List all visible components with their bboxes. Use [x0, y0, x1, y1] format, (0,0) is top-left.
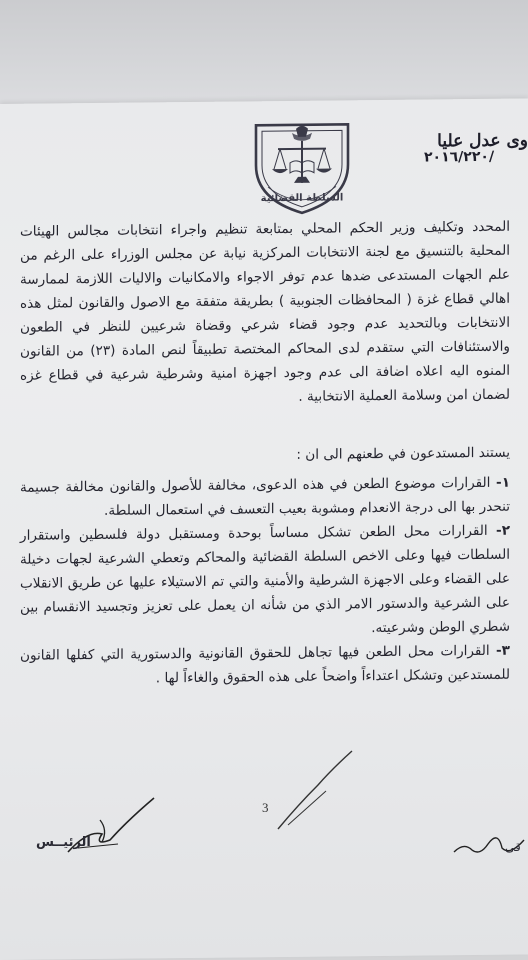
item-text: القرارات محل الطعن فيها تجاهل للحقوق القانونية والدستورية التي كفلها القانون للمستدعين وتشكل اعتداءاً واضحاً على هذه الحقوق والغاءاً لها . [20, 642, 510, 687]
court-header [418, 130, 528, 165]
judicial-authority-seal-icon [242, 116, 362, 217]
item-text: القرارات محل الطعن تشكل مساساً بوحدة ومستقبل دولة فلسطين واستقرار السلطات فيها وعلى الاخص السلطة القضائية والمحاكم وتعطي الشرعية لجهات دخيلة على القضاء وعلى الاجهزة الشرطية والأمنية والتي تم الاستيلاء عليها عن طريق الانقلاب على الشرعية والدستور الامر الذي من شأنه ان يعمل على تعزيز وتجسيد الانقسام بين شطري الوطن وشرعيته. [20, 522, 510, 637]
page-number: 3 [262, 800, 269, 815]
document-body [20, 215, 510, 692]
list-item [20, 639, 510, 692]
underlying-page [0, 0, 528, 110]
item-number: ٣- [496, 642, 510, 659]
item-text: القرارات موضوع الطعن في هذه الدعوى، مخالفة للأصول والقانون مخالفة جسيمة تنحدر بها الى درجة الانعدام ومشوبة بعيب التعسف في استعمال السلطة. [20, 474, 510, 519]
list-item [20, 519, 510, 644]
member-label: قى [505, 840, 521, 854]
item-number: ٢- [496, 522, 510, 539]
document-date: ٢٠١٦/٢٢٠/ [424, 148, 495, 166]
opening-paragraph: المحدد وتكليف وزير الحكم المحلي بمتابعة تنظيم واجراء انتخابات مجالس الهيئات المحلية بالتنسيق مع لجنة الانتخابات المركزية نيابة عن مجلس الوزراء على الرغم من علم الجهات المستدعى ضدها عدم توفر الاجواء والامكانيات والاليات اللازمة لممارسة اهالي قطاع غزة ( المحافظات الجنوبية ) بطريقة متفقة مع الاصول والقانون لمثل هذه الانتخابات وبالتحديد عدم وجود قضاء شرعي وقضاة شرعيين للنظر في الطعون والاستئنافات التي ستقدم لدى المحاكم المختصة تطبيقاً لنص المادة (٢٣) من القانون المنوه اليه اعلاه اضافة الى عدم وجود اجهزة امنية وشرطية شرعية في قطاع غزه لضمان امن وسلامة العملية الانتخابية . [20, 218, 510, 405]
court-name: وى عدل عليا [437, 130, 528, 152]
grounds-intro: يستند المستدعون في طعنهم الى ان : [296, 444, 510, 463]
item-number: ١- [496, 474, 510, 491]
seal-caption: السلطة القضائية [260, 192, 344, 205]
president-label: الرئيــس [36, 835, 91, 850]
judge-signature-icon [268, 745, 358, 835]
list-item [20, 471, 510, 524]
